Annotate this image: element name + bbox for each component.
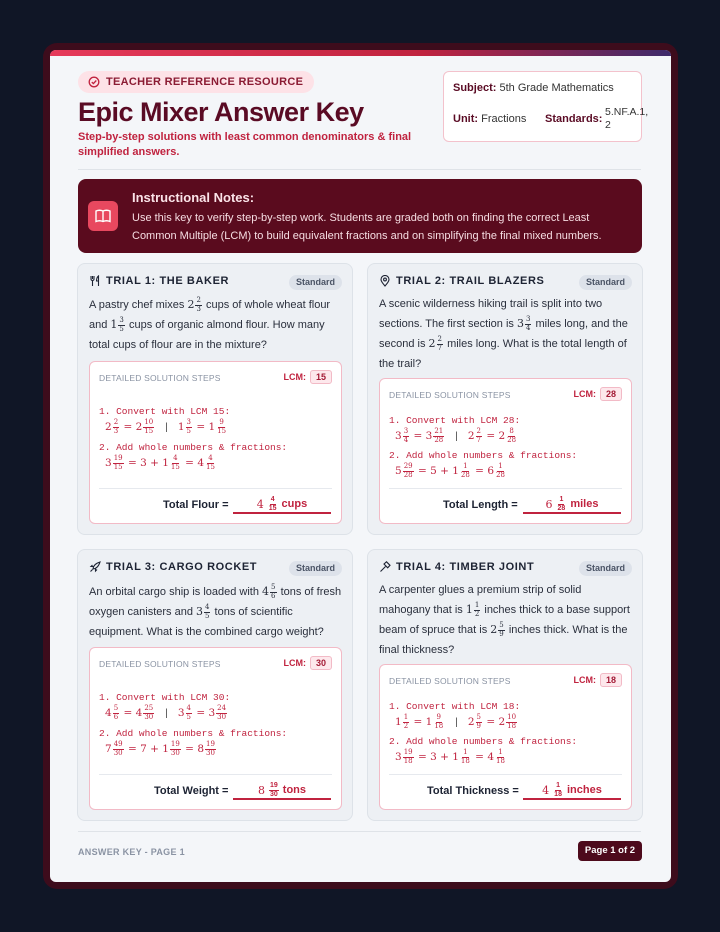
solution-header: DETAILED SOLUTION STEPS xyxy=(389,676,511,686)
problem-part: cups of whole wheat flour and xyxy=(89,299,331,331)
standards-value: 5.NF.A.1, 2 xyxy=(605,106,649,131)
solution-box xyxy=(89,647,342,810)
footer-divider xyxy=(78,831,641,832)
answer-unit: inches xyxy=(566,784,602,796)
problem-part: A scenic wilderness hiking trail is split into two sections. The first section is xyxy=(379,298,603,330)
step-1: 1. Convert with LCM 15: xyxy=(99,406,231,417)
final-answer: 6 $\frac{1}{28}$ miles xyxy=(523,496,621,514)
answer-unit: miles xyxy=(570,498,599,510)
lcm-indicator xyxy=(283,656,332,670)
standards-label: Standards: xyxy=(545,113,603,125)
resource-badge xyxy=(78,71,314,93)
page-indicator: Page 1 of 2 xyxy=(578,841,642,861)
instructional-notes xyxy=(78,179,642,253)
trial-card-2 xyxy=(367,263,643,535)
solution-header: DETAILED SOLUTION STEPS xyxy=(99,373,221,383)
step-1-lcm: 15 xyxy=(213,406,225,417)
total-label: Total Weight = xyxy=(154,785,229,797)
unit-row xyxy=(453,113,526,125)
solution-divider xyxy=(99,488,332,489)
hammer-icon xyxy=(379,561,391,573)
step-1-prefix: 1. Convert with LCM xyxy=(389,701,498,712)
lcm-value: 28 xyxy=(600,387,622,401)
problem-part: A carpenter glues a premium strip of solid mahogany that is xyxy=(379,584,582,616)
subject-value: 5th Grade Mathematics xyxy=(499,82,614,94)
answer-key-page xyxy=(50,50,671,882)
final-answer: 4 $\frac{1}{18}$ inches xyxy=(523,782,621,800)
lcm-label: LCM: xyxy=(283,372,306,382)
subject-row xyxy=(453,82,614,94)
problem-part: tons of fresh oxygen canisters and xyxy=(89,586,342,618)
rocket-icon xyxy=(89,561,101,573)
notes-body: Use this key to verify step-by-step work. Students are graded both on finding the correct Least Common Multiple (LCM) to build equivalent fractions and on simplifying the final mixed numbers. xyxy=(132,212,602,242)
card-header xyxy=(379,275,544,287)
unit-label: Unit: xyxy=(453,113,479,125)
difficulty-badge: Standard xyxy=(289,275,342,290)
notes-title: Instructional Notes: xyxy=(132,190,255,205)
difficulty-badge: Standard xyxy=(289,561,342,576)
solution-divider xyxy=(389,774,622,775)
problem-part: inches thick. What is the final thickness? xyxy=(379,624,628,656)
total-label: Total Flour = xyxy=(163,499,229,511)
answer-unit: cups xyxy=(281,498,308,510)
trial-title: TRIAL 4: TIMBER JOINT xyxy=(396,561,535,573)
addition-math: 7 $\frac{49}{30}$ = 7 + 1 $\frac{19}{30}$ = 8 $\frac{19}{30}$ xyxy=(105,740,215,757)
utensils-icon xyxy=(89,275,101,287)
problem-text: A carpenter glues a premium strip of solid mahogany that is 1 $\frac{1}{2}$ inches thick to a base support beam of spruce that is 2 $\frac{5}{9}$ inches thick. What is the final thickness? xyxy=(379,584,630,656)
card-header xyxy=(379,561,534,573)
trial-title: TRIAL 3: CARGO ROCKET xyxy=(106,561,258,573)
problem-text: A scenic wilderness hiking trail is split into two sections. The first section is 3 $\frac{3}{4}$ miles long, and the second is 2 $\frac{2}{7}$ miles long. What is the total length of the trail? xyxy=(379,298,628,370)
problem-part: tons of scientific equipment. What is the combined cargo weight? xyxy=(89,606,324,638)
step-2: 2. Add whole numbers & fractions: xyxy=(389,450,578,461)
addition-math: 5 $\frac{29}{28}$ = 5 + 1 $\frac{1}{28}$ = 6 $\frac{1}{28}$ xyxy=(395,462,505,479)
solution-divider xyxy=(389,488,622,489)
solution-box xyxy=(89,361,342,524)
trial-title: TRIAL 1: THE BAKER xyxy=(106,275,230,287)
difficulty-badge: Standard xyxy=(579,275,632,290)
conversion-math: 3 $\frac{3}{4}$ = 3 $\frac{21}{28}$ | 2 $\frac{2}{7}$ = 2 $\frac{8}{28}$ xyxy=(395,427,517,444)
step-2: 2. Add whole numbers & fractions: xyxy=(389,736,578,747)
conversion-math: 1 $\frac{1}{2}$ = 1 $\frac{9}{18}$ | 2 $\frac{5}{9}$ = 2 $\frac{10}{18}$ xyxy=(395,713,517,730)
map-pin-icon xyxy=(379,275,391,287)
problem-part: inches thick to a base support beam of spruce that is xyxy=(379,604,630,636)
step-1: 1. Convert with LCM 28: xyxy=(389,415,521,426)
trial-card-4 xyxy=(367,549,643,821)
problem-part: A pastry chef mixes xyxy=(89,299,185,311)
lcm-indicator xyxy=(573,387,622,401)
step-1: 1. Convert with LCM 18: xyxy=(389,701,521,712)
solution-box xyxy=(379,664,632,810)
addition-math: 3 $\frac{19}{15}$ = 3 + 1 $\frac{4}{15}$ = 4 $\frac{4}{15}$ xyxy=(105,454,215,471)
step-1-lcm: 30 xyxy=(213,692,225,703)
trial-card-3 xyxy=(77,549,353,821)
header-divider xyxy=(78,169,641,170)
course-info-box xyxy=(443,71,649,142)
lcm-value: 30 xyxy=(310,656,332,670)
problem-text: A pastry chef mixes 2 $\frac{2}{3}$ cups of whole wheat flour and 1 $\frac{3}{5}$ cups of organic almond flour. How many total cups of flour are in the mixture? xyxy=(89,296,331,351)
solution-divider xyxy=(99,774,332,775)
addition-math: 3 $\frac{19}{18}$ = 3 + 1 $\frac{1}{18}$ = 4 $\frac{1}{18}$ xyxy=(395,748,505,765)
lcm-value: 15 xyxy=(310,370,332,384)
problem-part: miles long, and the second is xyxy=(379,318,628,350)
problem-part: An orbital cargo ship is loaded with xyxy=(89,586,259,598)
card-header xyxy=(89,561,257,573)
step-1-prefix: 1. Convert with LCM xyxy=(389,415,498,426)
step-1: 1. Convert with LCM 30: xyxy=(99,692,231,703)
trial-card-1 xyxy=(77,263,353,535)
step-2: 2. Add whole numbers & fractions: xyxy=(99,442,288,453)
book-icon xyxy=(88,201,118,231)
solution-box xyxy=(379,378,632,524)
step-1-lcm: 18 xyxy=(503,701,515,712)
footer-label: ANSWER KEY - PAGE 1 xyxy=(78,847,185,857)
check-badge-icon xyxy=(88,76,100,88)
lcm-indicator xyxy=(573,673,622,687)
total-label: Total Thickness = xyxy=(427,785,519,797)
problem-text: An orbital cargo ship is loaded with 4 $\frac{5}{6}$ tons of fresh oxygen canisters and 3 $\frac{4}{5}$ tons of scientific equipment. What is the combined cargo weight? xyxy=(89,583,342,638)
answer-unit: tons xyxy=(282,784,307,796)
page-subtitle: Step-by-step solutions with least common denominators & final simplified answers. xyxy=(78,131,412,158)
subject-label: Subject: xyxy=(453,82,497,94)
final-answer: 8 $\frac{19}{30}$ tons xyxy=(233,782,331,800)
problem-part: miles long. What is the total length of the trail? xyxy=(379,338,627,370)
page-title: Epic Mixer Answer Key xyxy=(78,97,364,127)
lcm-label: LCM: xyxy=(283,658,306,668)
conversion-math: 4 $\frac{5}{6}$ = 4 $\frac{25}{30}$ | 3 $\frac{4}{5}$ = 3 $\frac{24}{30}$ xyxy=(105,704,227,721)
step-1-lcm: 28 xyxy=(503,415,515,426)
badge-label: TEACHER REFERENCE RESOURCE xyxy=(106,76,304,88)
step-1-prefix: 1. Convert with LCM xyxy=(99,406,208,417)
step-2: 2. Add whole numbers & fractions: xyxy=(99,728,288,739)
lcm-label: LCM: xyxy=(573,389,596,399)
accent-bar xyxy=(50,50,671,56)
final-answer: 4 $\frac{4}{15}$ cups xyxy=(233,496,331,514)
solution-header: DETAILED SOLUTION STEPS xyxy=(389,390,511,400)
lcm-label: LCM: xyxy=(573,675,596,685)
step-1-prefix: 1. Convert with LCM xyxy=(99,692,208,703)
difficulty-badge: Standard xyxy=(579,561,632,576)
total-label: Total Length = xyxy=(443,499,518,511)
lcm-value: 18 xyxy=(600,673,622,687)
solution-header: DETAILED SOLUTION STEPS xyxy=(99,659,221,669)
unit-value: Fractions xyxy=(481,113,527,125)
conversion-math: 2 $\frac{2}{3}$ = 2 $\frac{10}{15}$ | 1 $\frac{3}{5}$ = 1 $\frac{9}{15}$ xyxy=(105,418,227,435)
trial-title: TRIAL 2: TRAIL BLAZERS xyxy=(396,275,545,287)
lcm-indicator xyxy=(283,370,332,384)
card-header xyxy=(89,275,229,287)
problem-part: cups of organic almond flour. How many total cups of flour are in the mixture? xyxy=(89,319,325,351)
